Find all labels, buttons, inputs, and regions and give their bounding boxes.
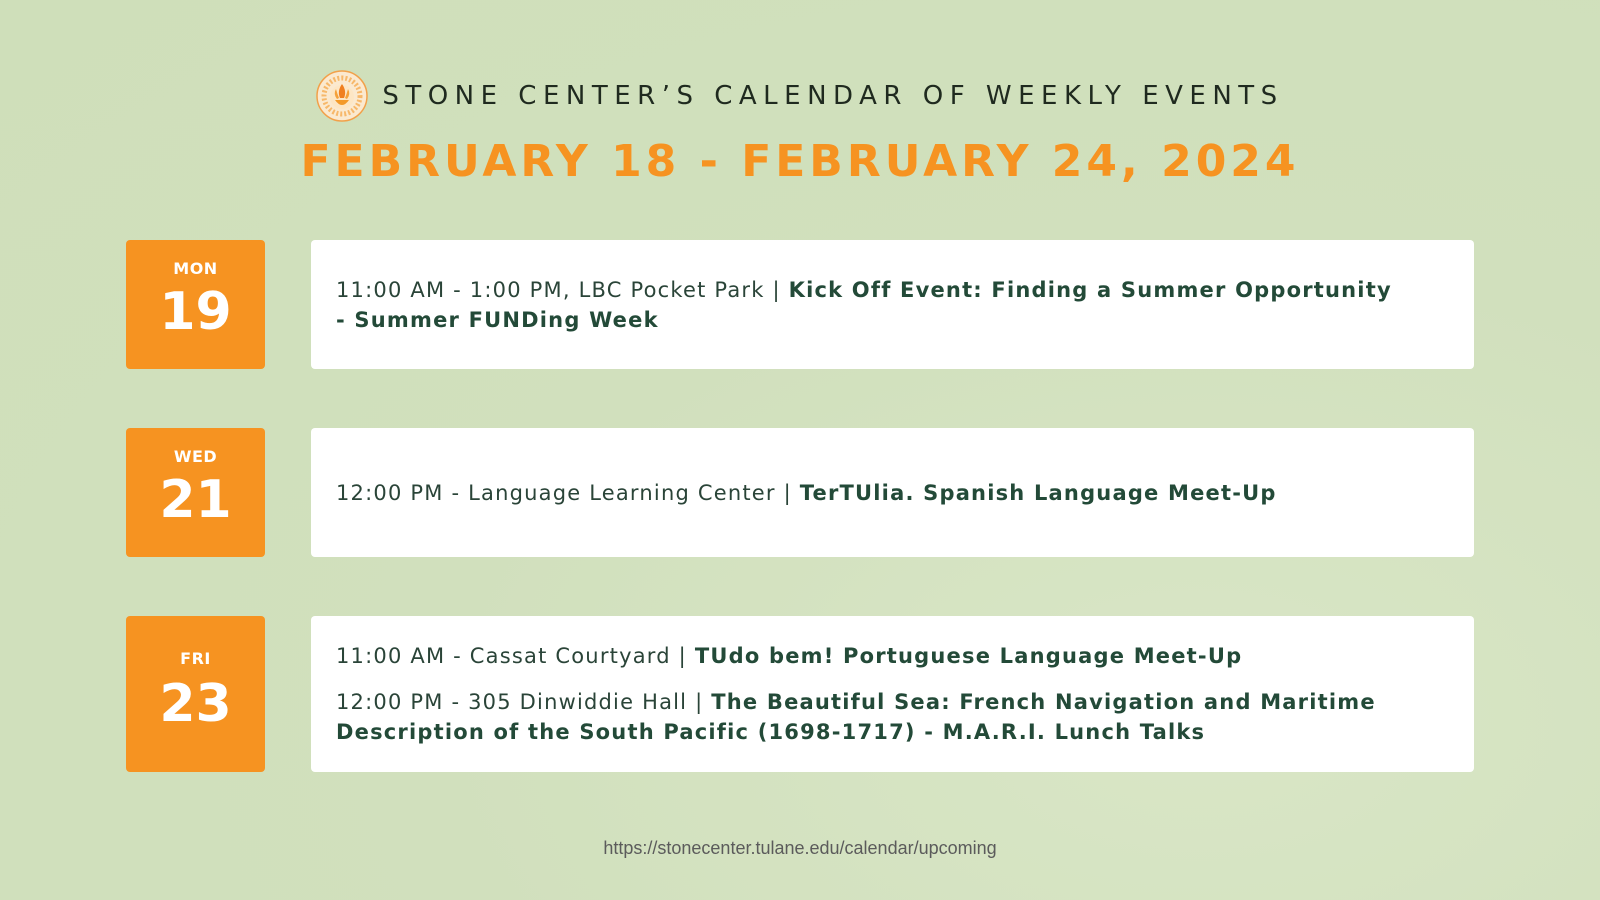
event-time-location: 12:00 PM - Language Learning Center | <box>336 480 800 505</box>
event-title: Kick Off Event: Finding a Summer Opportunity - Summer FUNDing Week <box>336 277 1392 332</box>
event-card-wed <box>311 428 1474 557</box>
event-time-location: 12:00 PM - 305 Dinwiddie Hall | <box>336 690 712 714</box>
event-item[interactable] <box>336 641 1410 671</box>
calendar-url-link[interactable]: https://stonecenter.tulane.edu/calendar/upcoming <box>603 838 997 858</box>
day-name: WED <box>173 447 218 466</box>
day-number: 23 <box>159 674 232 734</box>
event-card-mon <box>311 240 1474 369</box>
stone-center-logo-icon <box>316 70 368 122</box>
event-item[interactable] <box>336 687 1410 747</box>
event-card-fri <box>311 616 1474 772</box>
event-item[interactable] <box>336 275 1410 335</box>
day-name: MON <box>173 259 218 278</box>
page-title: STONE CENTER’S CALENDAR OF WEEKLY EVENTS <box>382 81 1284 111</box>
day-badge-mon <box>126 240 265 369</box>
event-title: TerTUlia. Spanish Language Meet-Up <box>799 480 1277 505</box>
day-name: FRI <box>180 649 211 668</box>
event-title: TUdo bem! Portuguese Language Meet-Up <box>694 644 1243 668</box>
header <box>0 68 1600 124</box>
event-title: The Beautiful Sea: French Navigation and Maritime Description of the South Pacific (1698-1717) - M.A.R.I. Lunch Talks <box>336 690 1376 744</box>
date-range-heading: FEBRUARY 18 - FEBRUARY 24, 2024 <box>300 136 1300 187</box>
day-badge-fri <box>126 616 265 772</box>
day-number: 19 <box>159 282 232 342</box>
day-number: 21 <box>159 470 232 530</box>
event-item[interactable] <box>336 478 1410 508</box>
event-time-location: 11:00 AM - 1:00 PM, LBC Pocket Park | <box>336 277 789 302</box>
day-badge-wed <box>126 428 265 557</box>
event-time-location: 11:00 AM - Cassat Courtyard | <box>336 644 695 668</box>
